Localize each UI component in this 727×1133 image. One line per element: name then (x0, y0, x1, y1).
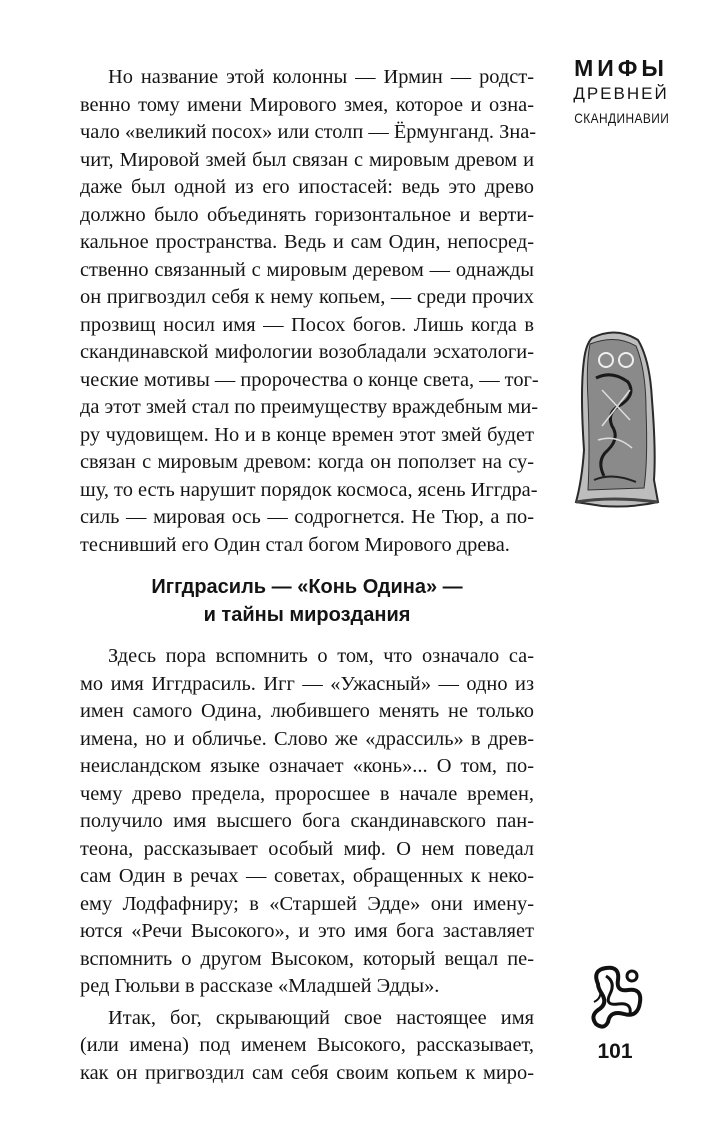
text-line: венно тому имени Мирового змея, которое и озна- (80, 93, 534, 116)
text-line: ему Лодфафниру; в «Старшей Эдде» они имену- (80, 892, 534, 915)
text-line: получило имя высшего бога скандинавского пан- (80, 810, 534, 832)
text-line: связан с мировым древом: когда он поползет на су- (80, 451, 534, 473)
text-line: ческие мотивы — пророчества о конце света, — тог- (80, 368, 539, 391)
runestone-illustration (572, 330, 660, 510)
paragraph-2 (80, 643, 534, 1001)
text-line: ру чудовищем. Но и в конце времен этот змей будет (80, 423, 534, 446)
text-line: Здесь пора вспомнить о том, что означало са- (108, 645, 534, 667)
text-line: теснивший его Один стал богом Мирового древа. (80, 533, 510, 556)
text-line: имена, но и обличье. Слово же «драссиль» в древ- (80, 727, 534, 750)
text-line: кальное пространства. Ведь и сам Один, непосред- (80, 231, 534, 253)
text-line: скандинавской мифологии возобладали эсхатологи- (80, 341, 534, 363)
text-line: силь — мировая ось — содрогнется. Не Тюр, а по- (80, 506, 534, 528)
text-line: ственно связанный с мировым деревом — однажды (80, 258, 534, 281)
text-line: ются «Речи Высокого», и это имя бога заставляет (80, 920, 534, 942)
paragraph-1 (80, 64, 539, 559)
text-line: даже был одной из его ипостасей: ведь это древо (80, 176, 534, 198)
running-head-line2: ДРЕВНЕЙ (573, 84, 669, 103)
page-number: 101 (597, 1040, 633, 1063)
section-heading-line1: Иггдрасиль — «Конь Одина» — (151, 576, 463, 598)
text-line: как он пригвоздил сам себя своим копьем к миро- (80, 1061, 534, 1084)
text-line: Но название этой колонны — Ирмин — родст- (108, 66, 534, 88)
text-line: шу, то есть нарушит порядок космоса, ясень Иггдра- (80, 478, 538, 501)
text-line: чит, Мировой змей был связан с мировым древом и (80, 148, 534, 171)
text-line: (или имена) под именем Высокого, рассказывает, (80, 1034, 534, 1056)
text-line: теона, рассказывает особый миф. О нем поведал (80, 837, 534, 860)
text-line: мо имя Иггдрасиль. Игг — «Ужасный» — одно из (80, 672, 534, 695)
text-line: Итак, бог, скрывающий свое настоящее имя (108, 1006, 534, 1029)
text-line: неисландском языке означает «конь»... О том, по- (80, 755, 534, 777)
text-line: ред Гюльви в рассказе «Младшей Эдды». (80, 975, 440, 997)
text-line: имен самого Одина, любившего менять не только (80, 700, 534, 722)
running-head-line1: МИФЫ (574, 55, 668, 81)
section-heading (80, 573, 534, 629)
text-line: сам Один в речах — советах, обращенных к неко- (80, 865, 534, 887)
text-line: чало «великий посох» или столп — Ёрмунганд. Зна- (80, 121, 537, 143)
text-line: вспомнить о другом Высоком, который вещал пе- (80, 947, 534, 970)
main-text (80, 64, 539, 1087)
text-line: прозвищ носил имя — Посох богов. Лишь когда в (80, 313, 534, 336)
knotwork-ornament-icon (588, 964, 644, 1030)
running-head-line3: СКАНДИНАВИИ (574, 110, 670, 126)
running-head (566, 54, 676, 130)
text-line: должно было объединять горизонтальное и верти- (80, 203, 534, 226)
text-line: да этот змей стал по преимуществу враждебным ми- (80, 396, 539, 418)
paragraph-3 (80, 1005, 534, 1088)
text-line: он пригвоздил себя к нему копьем, — среди прочих (80, 286, 534, 308)
text-line: чему древо предела, проросшее в начале времен, (80, 782, 534, 805)
section-heading-line2: и тайны мироздания (203, 604, 411, 626)
